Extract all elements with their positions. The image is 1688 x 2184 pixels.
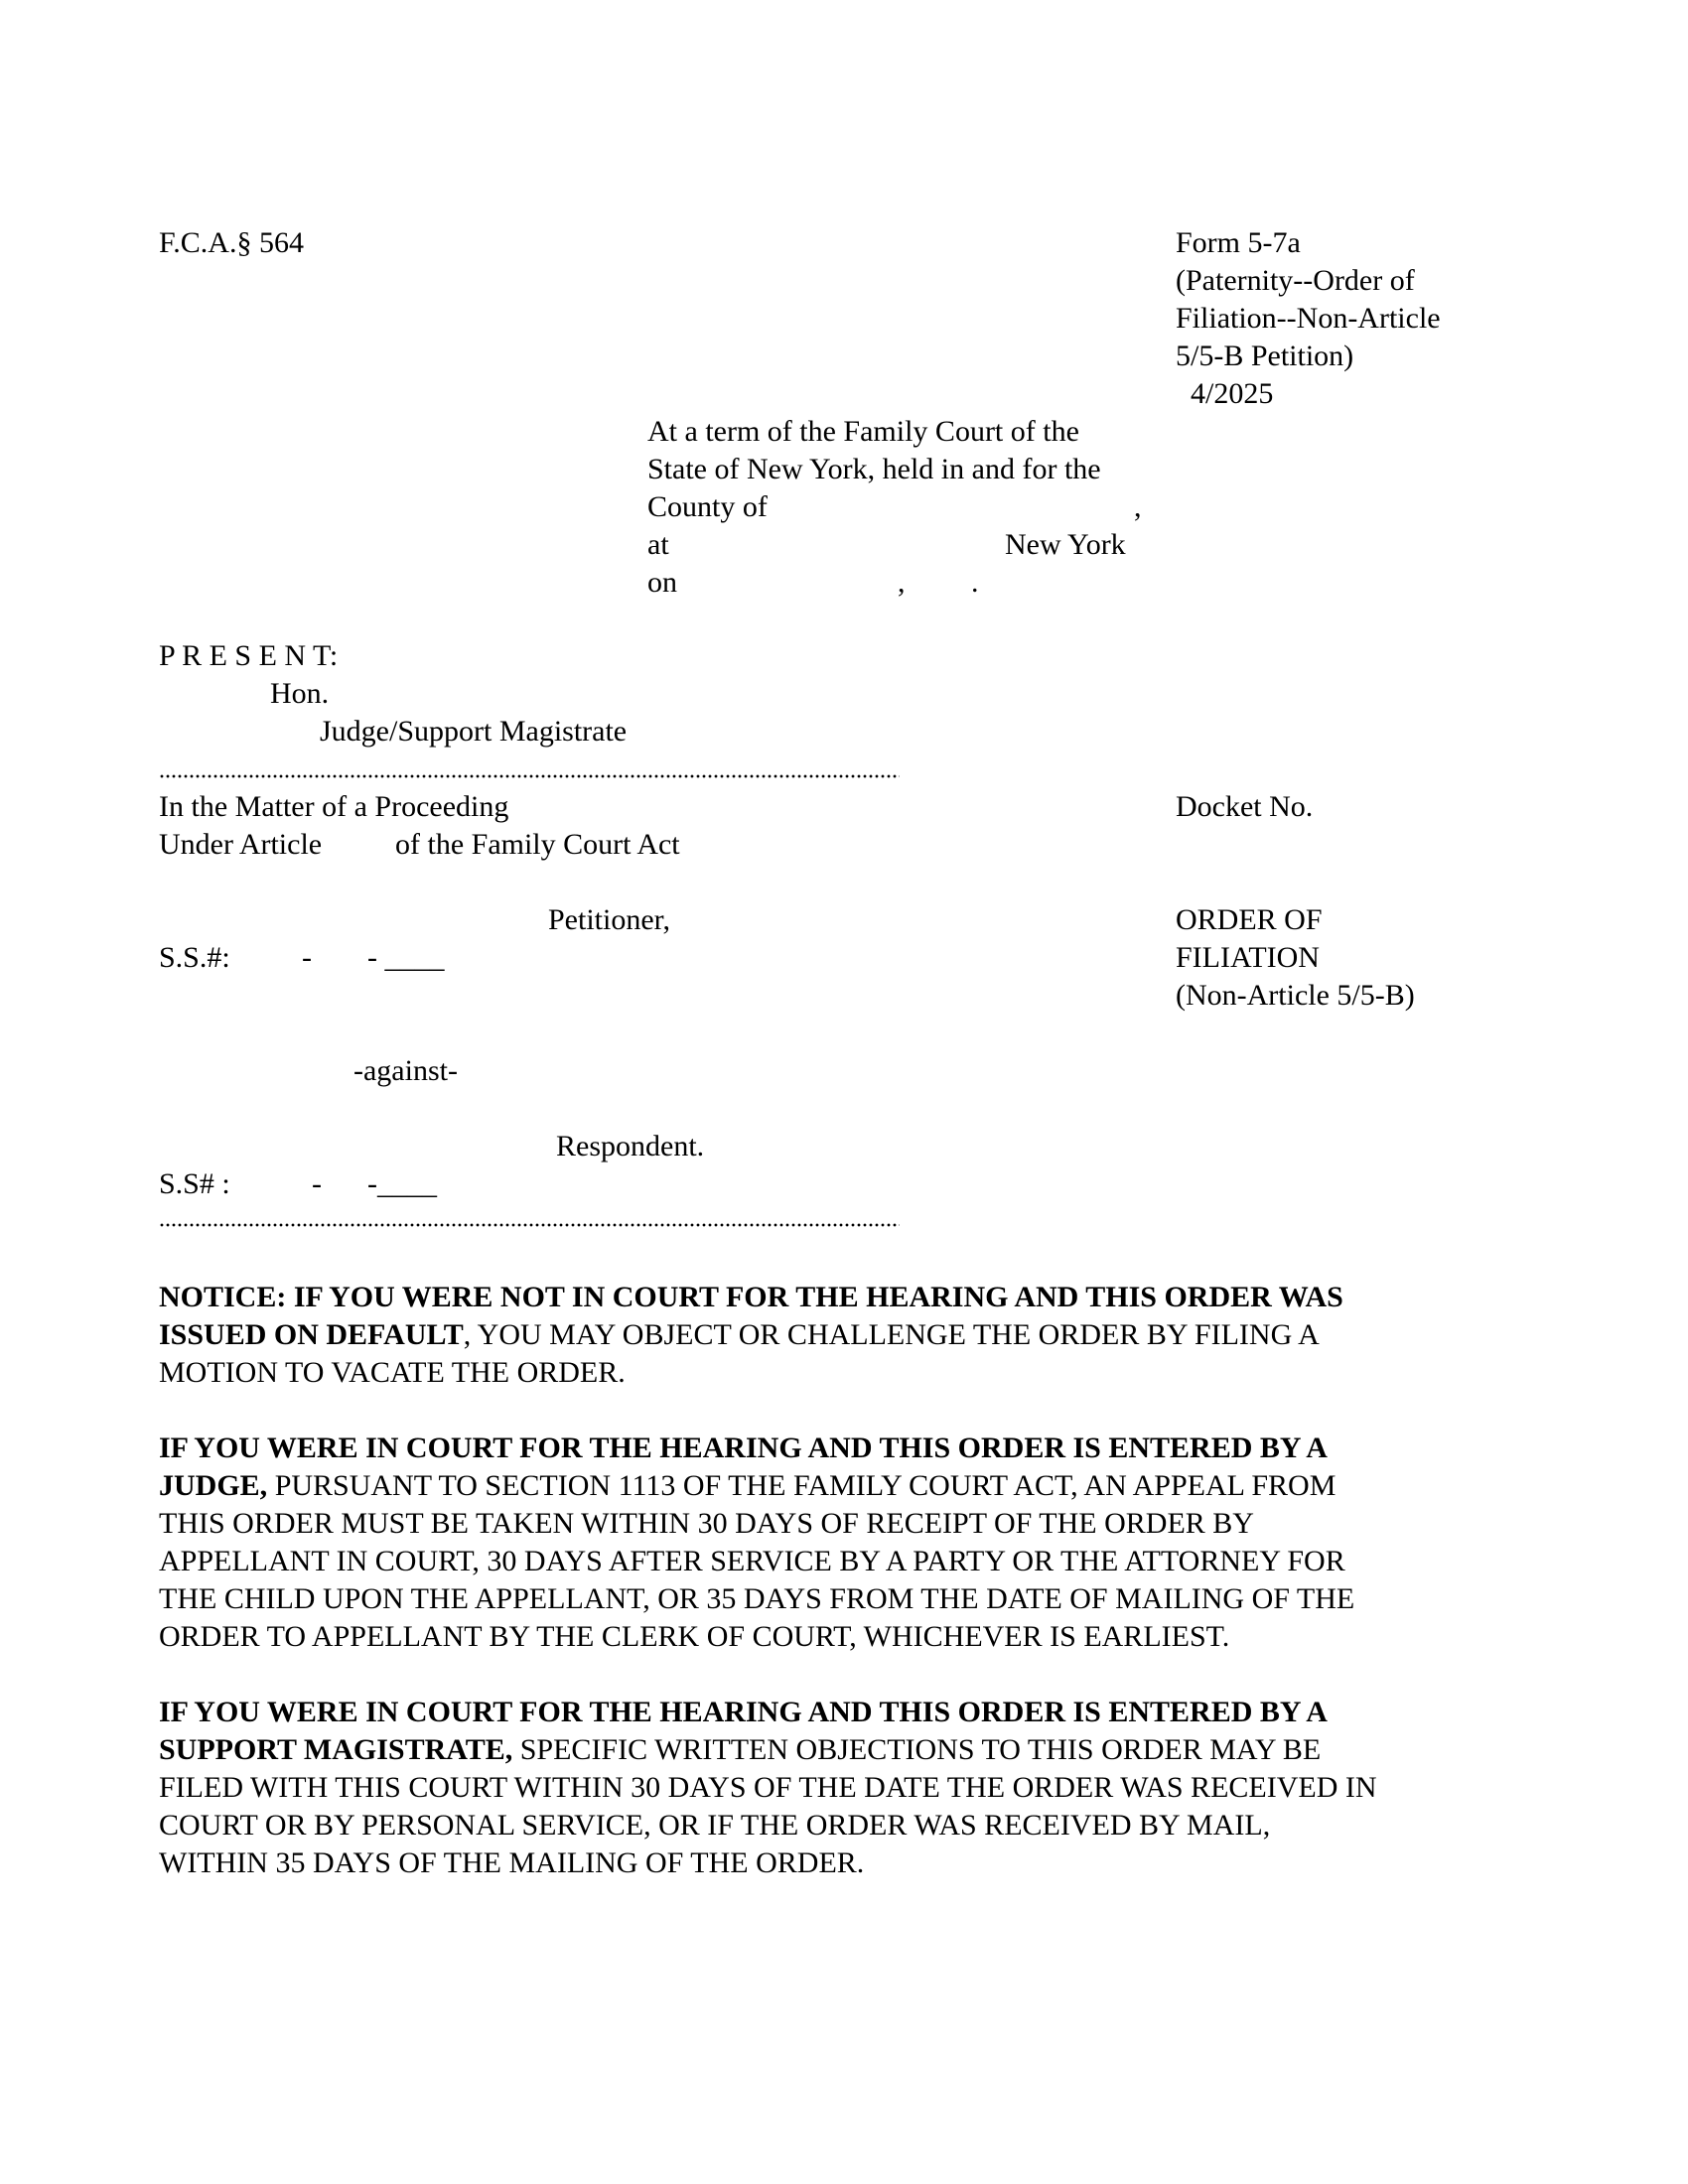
court-term-block	[647, 413, 1101, 488]
petitioner-ss-dash: - ____	[367, 941, 445, 974]
title-line: ORDER OF	[1176, 903, 1323, 936]
form-line: (Paternity--Order of	[1176, 264, 1415, 297]
notice-line: SUPPORT MAGISTRATE, SPECIFIC WRITTEN OBJECTIONS TO THIS ORDER MAY BE	[159, 1733, 1322, 1766]
notice-magistrate-objections	[159, 1694, 1549, 1882]
form-line: 5/5-B Petition)	[1176, 340, 1354, 372]
document-title	[1176, 901, 1415, 1015]
notice-line: APPELLANT IN COURT, 30 DAYS AFTER SERVICE BY A PARTY OR THE ATTORNEY FOR	[159, 1545, 1345, 1577]
county-label: County of	[647, 490, 768, 523]
notice-line: MOTION TO VACATE THE ORDER.	[159, 1356, 626, 1389]
notice-line: COURT OR BY PERSONAL SERVICE, OR IF THE ORDER WAS RECEIVED BY MAIL,	[159, 1809, 1271, 1842]
notice-line: IF YOU WERE IN COURT FOR THE HEARING AND THIS ORDER IS ENTERED BY A	[159, 1696, 1328, 1728]
notice-default	[159, 1279, 1549, 1392]
against-label: -against-	[353, 1054, 458, 1087]
date-comma: ,	[898, 566, 906, 599]
date-period: .	[971, 566, 979, 599]
hon-label: Hon.	[270, 677, 330, 710]
title-line: FILIATION	[1176, 941, 1320, 974]
notice-judge-appeal	[159, 1430, 1549, 1656]
form-identifier	[1176, 224, 1441, 413]
court-term-line: At a term of the Family Court of the	[647, 415, 1079, 448]
petitioner-label: Petitioner,	[548, 903, 670, 936]
statute-reference: F.C.A.§ 564	[159, 226, 304, 259]
notice-line: JUDGE, PURSUANT TO SECTION 1113 OF THE FAMILY COURT ACT, AN APPEAL FROM	[159, 1469, 1336, 1502]
notice-line: THIS ORDER MUST BE TAKEN WITHIN 30 DAYS OF RECEIPT OF THE ORDER BY	[159, 1507, 1254, 1540]
judge-role: Judge/Support Magistrate	[320, 715, 628, 748]
form-date: 4/2025	[1176, 377, 1274, 410]
notice-line: ORDER TO APPELLANT BY THE CLERK OF COURT, WHICHEVER IS EARLIEST.	[159, 1620, 1230, 1653]
petitioner-ss-label: S.S.#:	[159, 941, 230, 974]
caption-divider-bottom	[159, 1219, 900, 1231]
notice-line: THE CHILD UPON THE APPELLANT, OR 35 DAYS FROM THE DATE OF MAILING OF THE	[159, 1582, 1355, 1615]
court-term-line: State of New York, held in and for the	[647, 453, 1101, 485]
at-label: at	[647, 528, 669, 561]
form-line: Filiation--Non-Article	[1176, 302, 1441, 335]
notice-line: NOTICE: IF YOU WERE NOT IN COURT FOR THE HEARING AND THIS ORDER WAS	[159, 1281, 1343, 1313]
respondent-ss-dash: -____	[367, 1167, 437, 1200]
respondent-label: Respondent.	[556, 1130, 705, 1162]
county-comma: ,	[1134, 490, 1142, 523]
respondent-ss-dash: -	[312, 1167, 322, 1200]
notice-line: ISSUED ON DEFAULT, YOU MAY OBJECT OR CHALLENGE THE ORDER BY FILING A	[159, 1318, 1320, 1351]
petitioner-ss-dash: -	[302, 941, 312, 974]
form-line: Form 5-7a	[1176, 226, 1301, 259]
docket-label: Docket No.	[1176, 790, 1314, 823]
state-name: New York	[1005, 528, 1126, 561]
caption-divider-top	[159, 770, 900, 782]
respondent-ss-label: S.S# :	[159, 1167, 230, 1200]
family-court-act-label: of the Family Court Act	[395, 828, 680, 861]
title-line: (Non-Article 5/5-B)	[1176, 979, 1415, 1012]
under-article-label: Under Article	[159, 828, 323, 861]
notice-line: FILED WITH THIS COURT WITHIN 30 DAYS OF THE DATE THE ORDER WAS RECEIVED IN	[159, 1771, 1377, 1804]
notice-line: WITHIN 35 DAYS OF THE MAILING OF THE ORDER.	[159, 1846, 865, 1879]
matter-line: In the Matter of a Proceeding	[159, 790, 509, 823]
present-label: P R E S E N T:	[159, 639, 339, 672]
on-label: on	[647, 566, 677, 599]
notice-line: IF YOU WERE IN COURT FOR THE HEARING AND THIS ORDER IS ENTERED BY A	[159, 1432, 1328, 1464]
